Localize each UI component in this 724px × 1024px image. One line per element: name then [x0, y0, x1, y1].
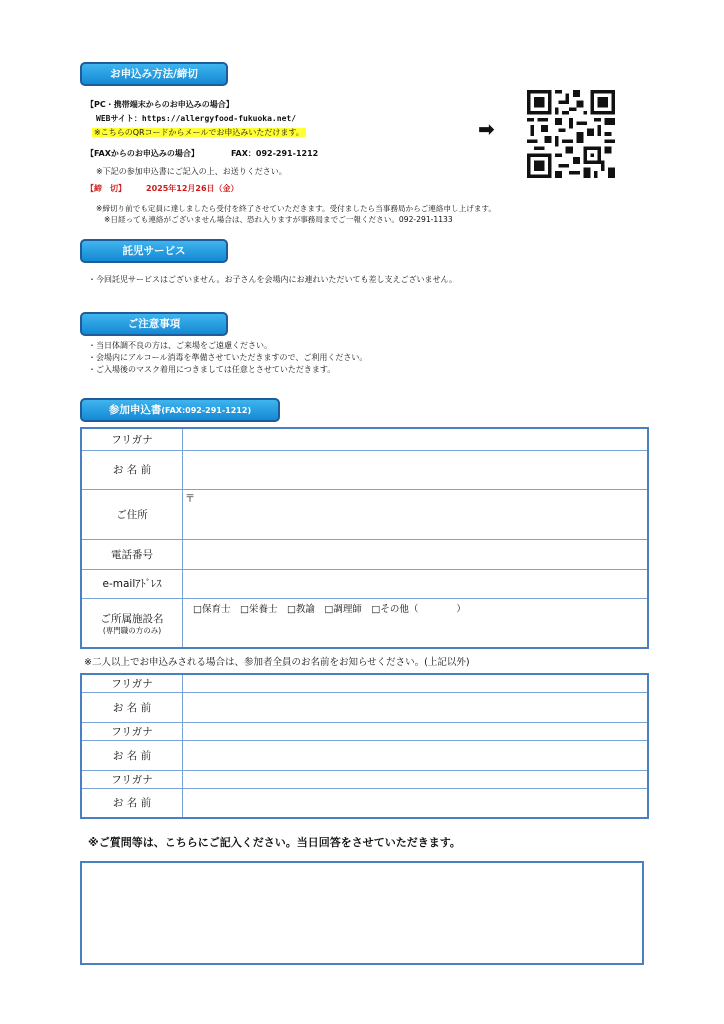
deadline-label: 【締 切】: [86, 184, 126, 193]
affiliation-label: [81, 598, 183, 648]
extra-name-label: お 名 前: [81, 692, 183, 722]
extra-name-input[interactable]: [183, 740, 649, 770]
extra-name-label: お 名 前: [81, 740, 183, 770]
affiliation-label-main: ご所属施設名: [100, 612, 164, 625]
web-url[interactable]: WEBサイト：https://allergyfood-fukuoka.net/: [96, 114, 297, 123]
form-title-fax: (FAX:092-291-1212): [161, 406, 252, 415]
occupation-checkboxes[interactable]: □保育士 □栄養士 □教諭 □調理師 □その他（ ）: [193, 603, 466, 615]
extra-furigana-label: フリガナ: [81, 674, 183, 692]
multi-participant-note: ※二人以上でお申込みされる場合は、参加者全員のお名前をお知らせください。(上記以外): [84, 657, 470, 668]
caution-item: ・当日体調不良の方は、ご来場をご遠慮ください。: [88, 341, 272, 350]
question-title: ※ご質問等は、こちらにご記入ください。当日回答をさせていただきます。: [88, 836, 461, 849]
caution-section-title: ご注意事項: [80, 312, 228, 336]
address-input[interactable]: [183, 489, 649, 539]
form-section-title: [80, 398, 280, 422]
extra-furigana-input[interactable]: [183, 770, 649, 788]
email-input[interactable]: [183, 569, 649, 598]
caution-item: ・ご入場後のマスク着用につきましては任意とさせていただきます。: [88, 365, 336, 374]
qr-code[interactable]: [527, 90, 615, 178]
childcare-text: ・今回託児サービスはございません。お子さんを会場内にお連れいただいても差し支えございません。: [88, 275, 457, 284]
pc-heading: 【PC・携帯端末からのお申込みの場合】: [86, 100, 234, 109]
fax-heading: 【FAXからのお申込みの場合】: [86, 149, 199, 158]
extra-furigana-label: フリガナ: [81, 722, 183, 740]
method-section-title: お申込み方法/締切: [80, 62, 228, 86]
address-label: ご住所: [81, 489, 183, 539]
extra-name-label: お 名 前: [81, 788, 183, 818]
application-form-table: [80, 427, 649, 649]
extra-participants-table: [80, 673, 649, 819]
postal-mark: 〒: [185, 493, 195, 505]
affiliation-label-sub: (専門職の方のみ): [102, 625, 162, 635]
extra-furigana-input[interactable]: [183, 674, 649, 692]
name-input[interactable]: [183, 450, 649, 489]
extra-name-input[interactable]: [183, 788, 649, 818]
extra-furigana-label: フリガナ: [81, 770, 183, 788]
arrow-right-icon: ➡: [478, 117, 495, 141]
extra-name-input[interactable]: [183, 692, 649, 722]
phone-label: 電話番号: [81, 539, 183, 569]
furigana-input[interactable]: [183, 428, 649, 450]
fax-number: FAX：092-291-1212: [231, 149, 319, 158]
notice-line-1: ※締切り前でも定員に達しましたら受付を終了させていただきます。受付ましたら当事務局からご連絡申し上げます。: [96, 204, 497, 213]
fax-note: ※下記の参加申込書にご記入の上、お送りください。: [96, 167, 287, 176]
childcare-section-title: 託児サービス: [80, 239, 228, 263]
furigana-label: フリガナ: [81, 428, 183, 450]
notice-line-2: ※日経っても連絡がございません場合は、恐れ入りますが事務局までご一報ください。092-291-1133: [104, 215, 453, 224]
question-textarea[interactable]: [80, 861, 644, 965]
caution-item: ・会場内にアルコール消毒を準備させていただきますので、ご利用ください。: [88, 353, 368, 362]
affiliation-input[interactable]: [183, 598, 649, 648]
name-label: お 名 前: [81, 450, 183, 489]
qr-note-wrap: [92, 127, 306, 138]
extra-furigana-input[interactable]: [183, 722, 649, 740]
form-title-main: 参加申込書: [108, 404, 162, 416]
qr-note: ※こちらのQRコードからメールでお申込みいただけます。: [94, 128, 304, 137]
phone-input[interactable]: [183, 539, 649, 569]
deadline-value: 2025年12月26日（金）: [146, 184, 239, 193]
email-label: e-mailｱﾄﾞﾚｽ: [81, 569, 183, 598]
